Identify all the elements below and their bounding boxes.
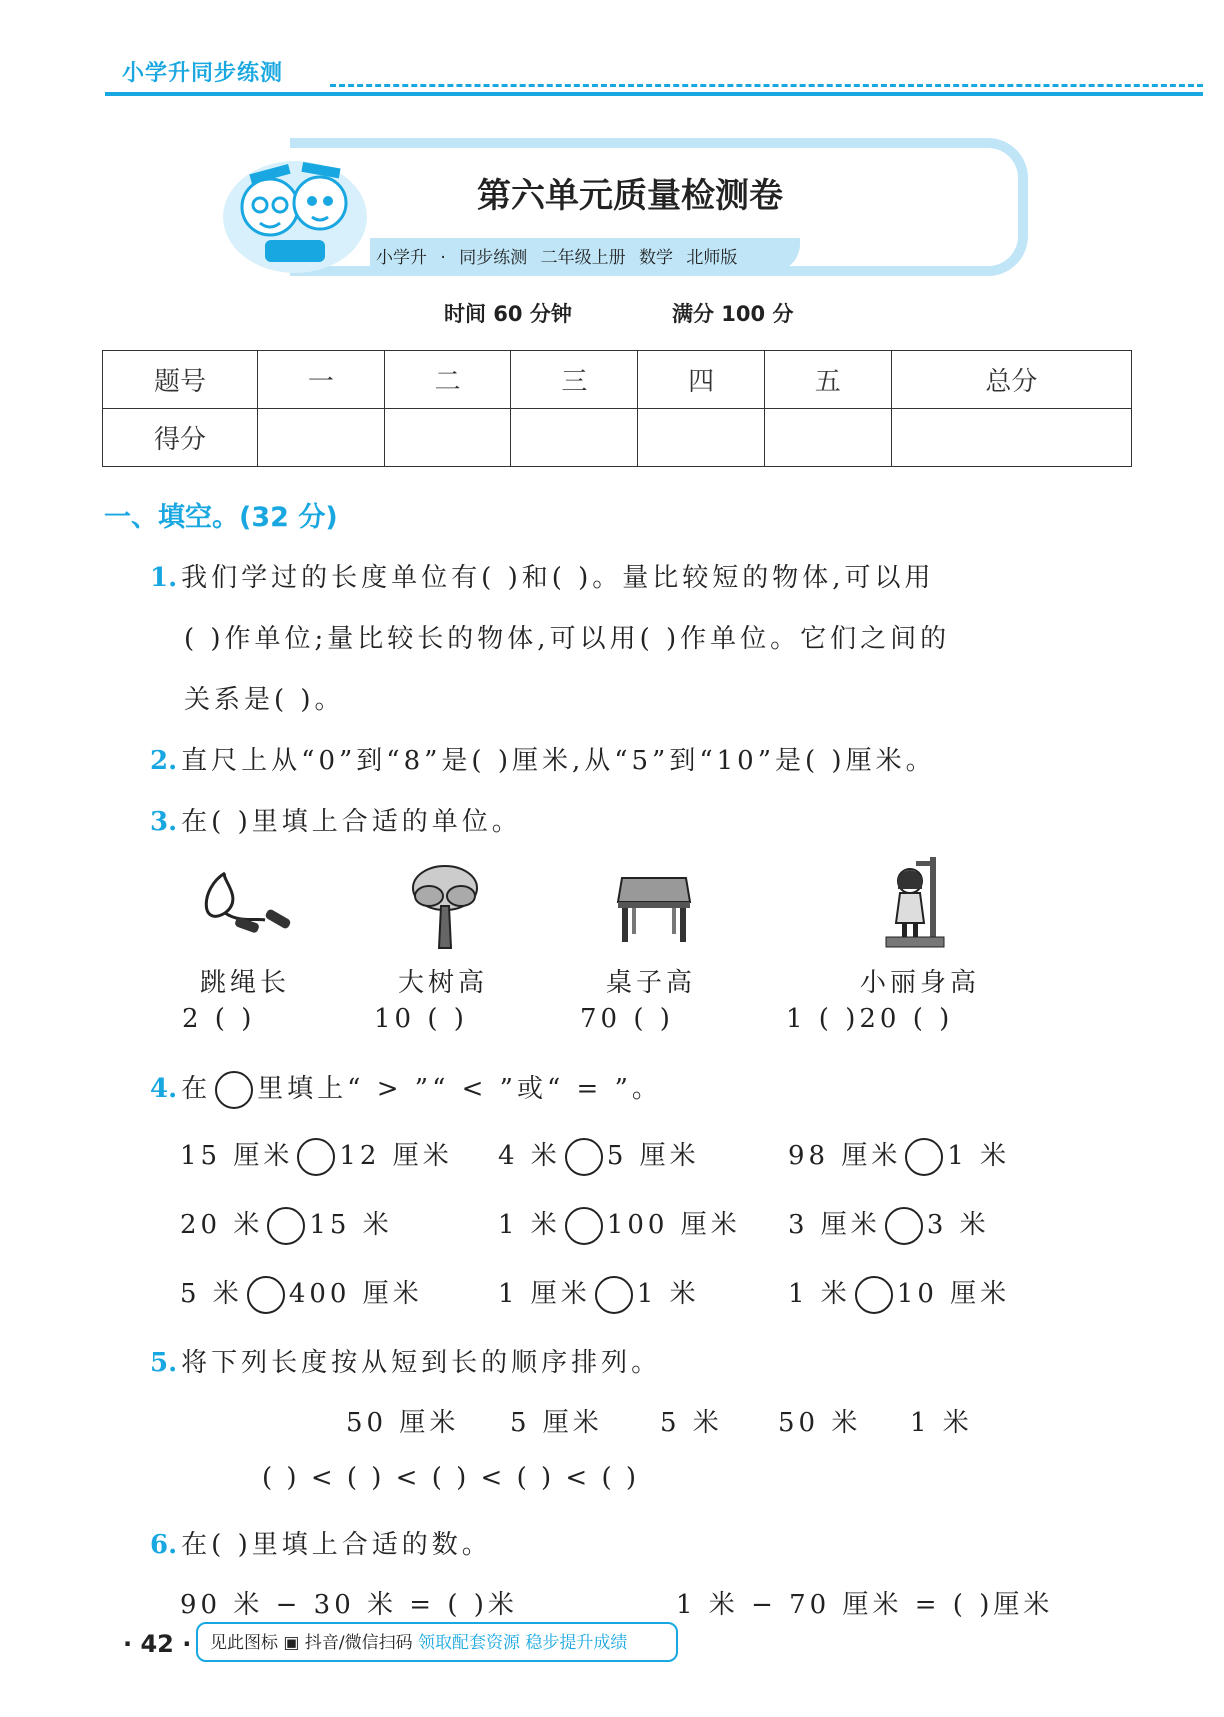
length-item: 5 厘米 — [510, 1408, 603, 1438]
compare-right: 1 米 — [636, 1279, 700, 1309]
compare-circle-blank[interactable] — [855, 1276, 893, 1314]
score-cell[interactable] — [891, 409, 1131, 467]
question-1-line-1 — [150, 557, 935, 594]
question-number: 2. — [150, 746, 178, 776]
scan-text: 见此图标 ▣ 抖音/微信扫码 — [210, 1633, 413, 1653]
question-text: 在( )里填上合适的单位。 — [181, 807, 522, 837]
question-6 — [150, 1524, 492, 1561]
compare-left: 98 厘米 — [788, 1141, 902, 1171]
question-1-line-3: 关系是( )。 — [184, 685, 345, 715]
compare-item — [788, 1273, 1010, 1314]
compare-circle-icon — [215, 1071, 253, 1109]
compare-item — [498, 1204, 741, 1245]
compare-item — [180, 1273, 423, 1314]
compare-right: 10 厘米 — [896, 1279, 1011, 1309]
compare-left: 15 厘米 — [180, 1141, 294, 1171]
exam-time: 时间 60 分钟 — [444, 302, 572, 326]
score-cell[interactable] — [511, 409, 638, 467]
score-cell[interactable] — [638, 409, 765, 467]
length-item: 50 米 — [778, 1408, 862, 1438]
exam-full-score: 满分 100 分 — [672, 302, 794, 326]
question-text: 我们学过的长度单位有( )和( )。量比较短的物体,可以用 — [181, 563, 935, 593]
length-item: 1 米 — [910, 1408, 973, 1438]
item-label-girl-height: 小丽身高 — [860, 968, 981, 998]
length-item: 5 米 — [660, 1408, 723, 1438]
question-5 — [150, 1342, 661, 1379]
length-item: 50 厘米 — [346, 1408, 460, 1438]
table-row — [103, 409, 1132, 467]
compare-item — [788, 1204, 990, 1245]
compare-right: 12 厘米 — [339, 1141, 453, 1171]
table-header-cell: 题号 — [103, 351, 258, 409]
compare-left: 20 米 — [180, 1210, 264, 1240]
compare-circle-blank[interactable] — [565, 1207, 603, 1245]
question-number: 3. — [150, 807, 178, 837]
question-3 — [150, 801, 522, 838]
compare-item — [180, 1204, 393, 1245]
table-header-cell: 总分 — [891, 351, 1131, 409]
footer-text — [210, 1628, 627, 1653]
brand-logo-text: 小学升同步练测 — [122, 61, 284, 86]
jump-rope-icon — [195, 868, 295, 940]
question-number: 4. — [150, 1074, 178, 1104]
answer-blank-tree[interactable]: 10 ( ) — [374, 1004, 468, 1034]
table-header-cell: 二 — [384, 351, 511, 409]
question-text: 在( )里填上合适的数。 — [181, 1530, 492, 1560]
question-text: 将下列长度按从短到长的顺序排列。 — [181, 1348, 662, 1378]
compare-right: 100 厘米 — [606, 1210, 741, 1240]
question-text-prefix: 在 — [181, 1074, 212, 1104]
table-row — [103, 351, 1132, 409]
compare-left: 1 米 — [498, 1210, 561, 1240]
compare-circle-blank[interactable] — [297, 1138, 335, 1176]
score-row-label: 得分 — [103, 409, 258, 467]
item-label-table: 桌子高 — [606, 968, 697, 998]
compare-circle-blank[interactable] — [267, 1207, 305, 1245]
subtitle: 小学升 · 同步练测 二年级上册 数学 北师版 — [376, 248, 738, 268]
question-number: 6. — [150, 1530, 178, 1560]
table-header-cell: 四 — [638, 351, 765, 409]
table-header-cell: 三 — [511, 351, 638, 409]
compare-circle-blank[interactable] — [565, 1138, 603, 1176]
question-number: 5. — [150, 1348, 178, 1378]
compare-item — [498, 1273, 700, 1314]
compare-circle-blank[interactable] — [247, 1276, 285, 1314]
compare-right: 5 厘米 — [606, 1141, 700, 1171]
page-number: · 42 · — [123, 1630, 192, 1658]
question-text-suffix: 里填上“ > ”“ < ”或“ = ”。 — [257, 1074, 662, 1104]
answer-blank-table[interactable]: 70 ( ) — [580, 1004, 674, 1034]
header-rule — [105, 92, 1203, 96]
score-table — [102, 350, 1132, 467]
compare-item — [498, 1135, 700, 1176]
question-2 — [150, 740, 936, 777]
answer-blank-jump-rope[interactable]: 2 ( ) — [182, 1004, 256, 1034]
order-answer-line[interactable]: ( ) < ( ) < ( ) < ( ) < ( ) — [262, 1463, 640, 1493]
compare-left: 3 厘米 — [788, 1210, 881, 1240]
compare-right: 15 米 — [309, 1210, 393, 1240]
item-label-jump-rope: 跳绳长 — [200, 968, 291, 998]
compare-item — [788, 1135, 1010, 1176]
tree-icon — [405, 862, 485, 950]
table-header-cell: 一 — [258, 351, 385, 409]
compare-left: 4 米 — [498, 1141, 561, 1171]
question-number: 1. — [150, 563, 178, 593]
header-dashed-line — [330, 84, 1203, 87]
table-icon — [614, 868, 694, 944]
promo-text: 领取配套资源 稳步提升成绩 — [418, 1633, 628, 1653]
compare-right: 400 厘米 — [288, 1279, 423, 1309]
question-text: 直尺上从“0”到“8”是( )厘米,从“5”到“10”是( )厘米。 — [181, 746, 936, 776]
compare-left: 1 米 — [788, 1279, 851, 1309]
compare-left: 5 米 — [180, 1279, 243, 1309]
compare-circle-blank[interactable] — [595, 1276, 633, 1314]
cartoon-kids-icon — [220, 145, 370, 275]
question-4 — [150, 1068, 662, 1109]
question-1-line-2: ( )作单位;量比较长的物体,可以用( )作单位。它们之间的 — [184, 624, 951, 654]
item-label-tree: 大树高 — [398, 968, 489, 998]
page-title: 第六单元质量检测卷 — [477, 176, 783, 216]
compare-right: 1 米 — [947, 1141, 1011, 1171]
compare-item — [180, 1135, 453, 1176]
score-cell[interactable] — [258, 409, 385, 467]
score-cell[interactable] — [384, 409, 511, 467]
table-header-cell: 五 — [764, 351, 891, 409]
calc-right[interactable]: 1 米 − 70 厘米 = ( )厘米 — [676, 1590, 1054, 1620]
section-title: 一、填空。(32 分) — [104, 502, 338, 533]
compare-circle-blank[interactable] — [885, 1207, 923, 1245]
compare-circle-blank[interactable] — [905, 1138, 943, 1176]
calc-left[interactable]: 90 米 − 30 米 = ( )米 — [180, 1590, 518, 1620]
score-cell[interactable] — [764, 409, 891, 467]
compare-left: 1 厘米 — [498, 1279, 591, 1309]
compare-right: 3 米 — [926, 1210, 990, 1240]
answer-blank-girl-height[interactable]: 1 ( )20 ( ) — [786, 1004, 954, 1034]
girl-measuring-height-icon — [880, 855, 950, 950]
